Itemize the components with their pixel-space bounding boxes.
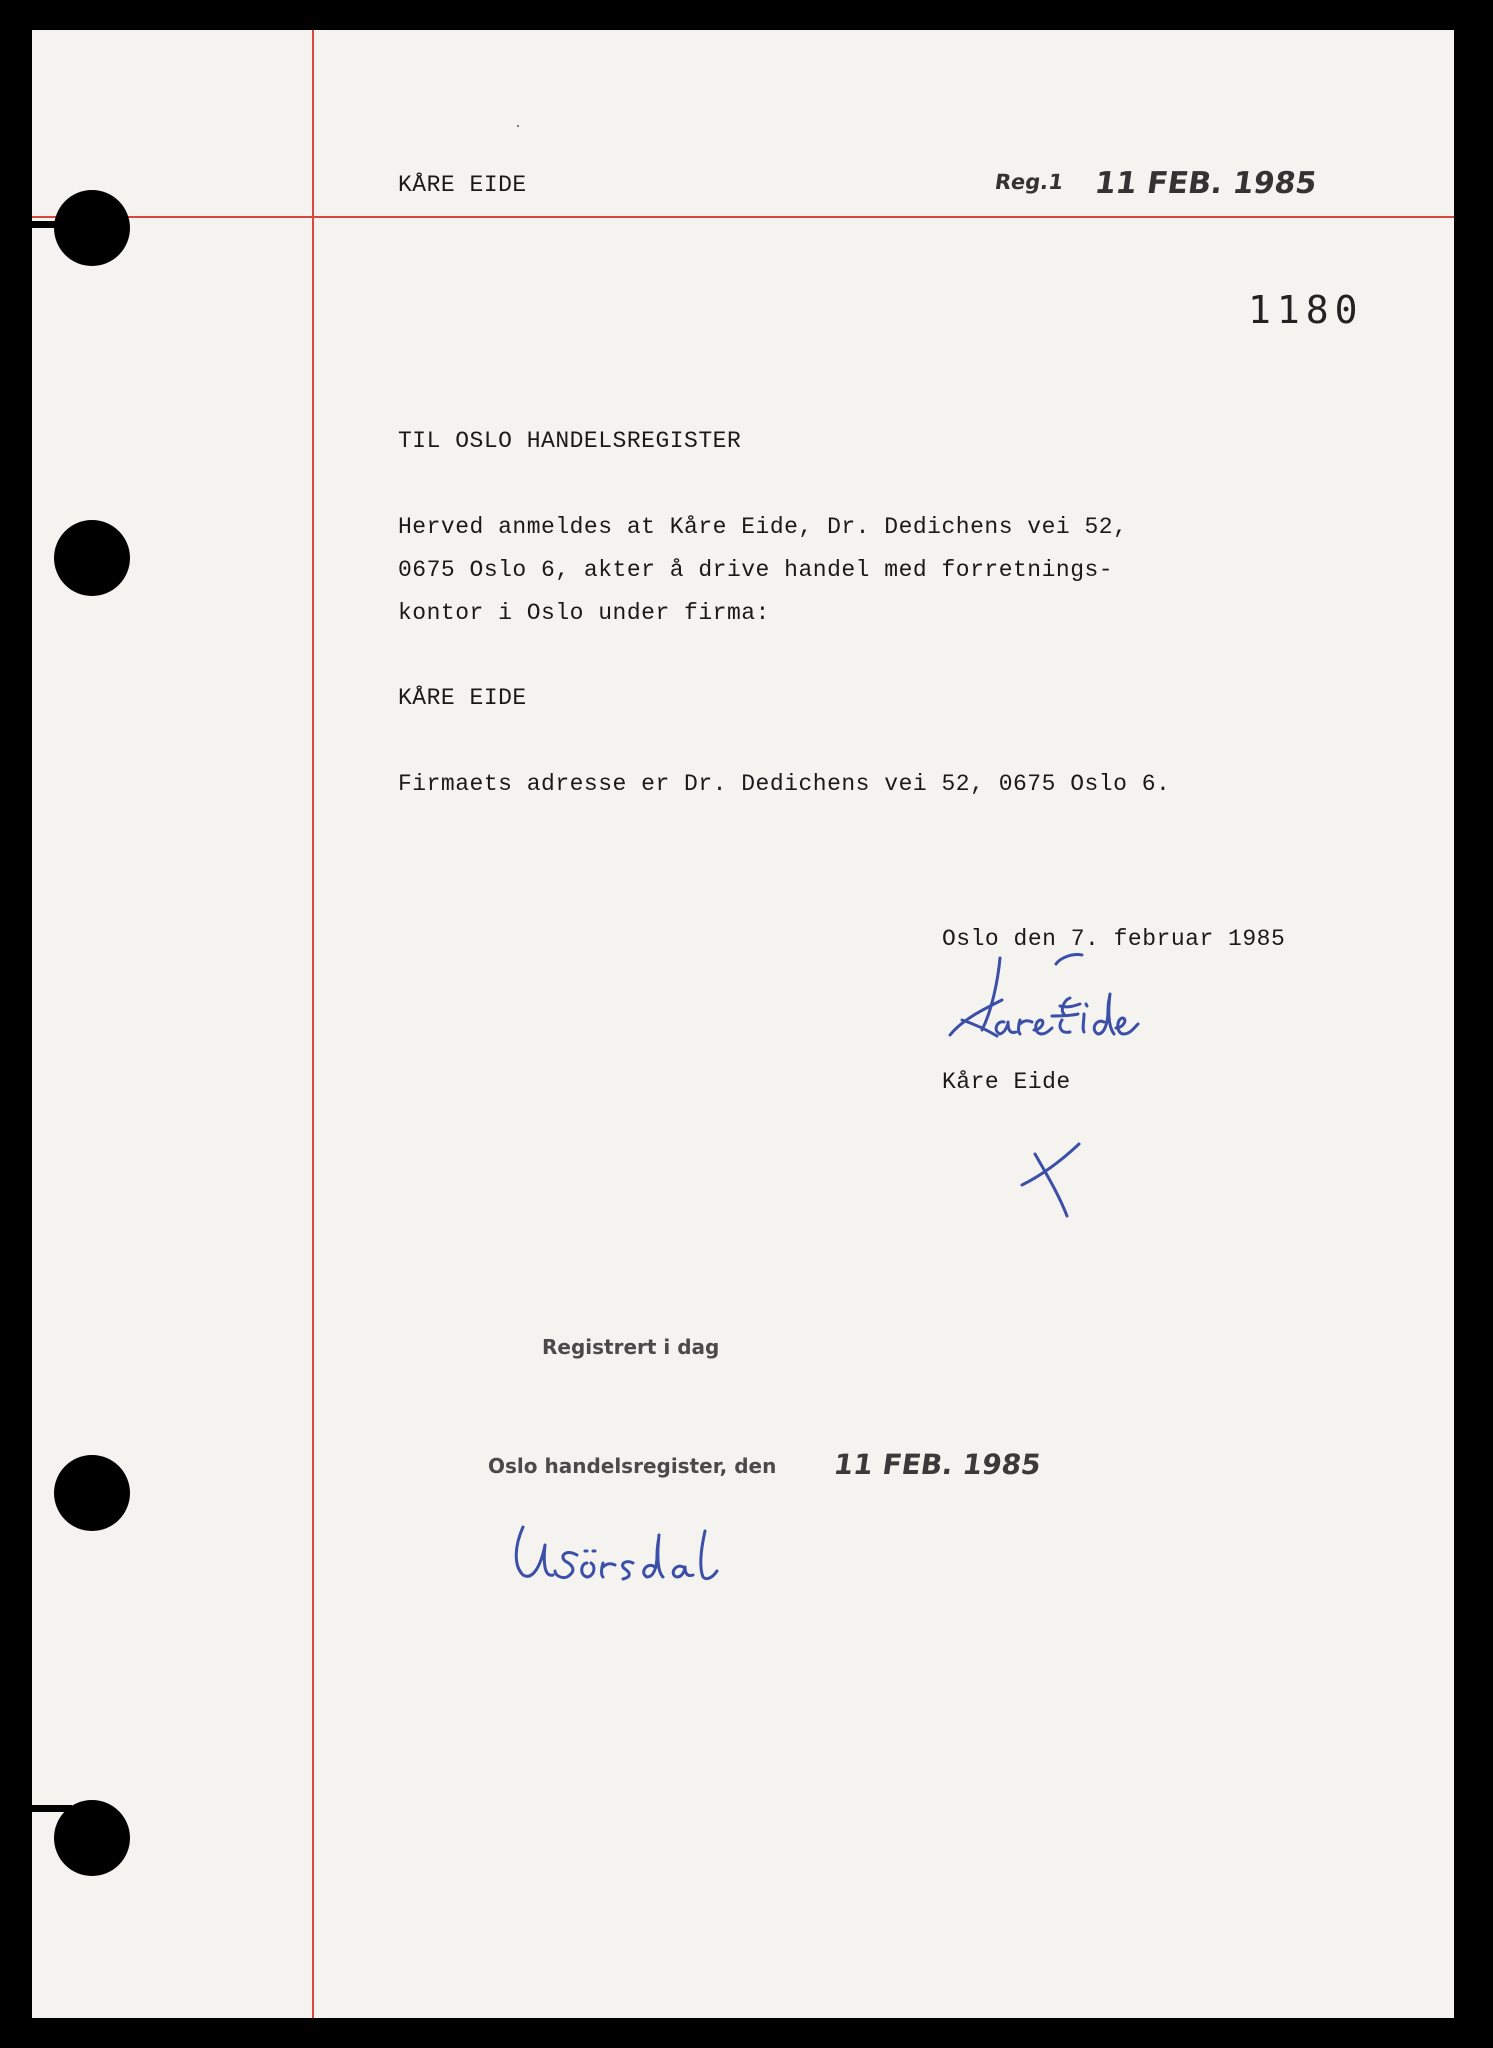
register-date-stamp: 11 FEB. 1985: [831, 1448, 1043, 1481]
address-line: Firmaets adresse er Dr. Dedichens vei 52, 0675 Oslo 6.: [398, 771, 1171, 797]
reg-stamp-label: Reg.1: [993, 170, 1065, 194]
sender-name: KÅRE EIDE: [398, 172, 527, 198]
speck: [517, 125, 519, 127]
punch-hole: [54, 520, 130, 596]
reg-stamp-date: 11 FEB. 1985: [1092, 166, 1319, 201]
registered-label: Registrert i dag: [542, 1335, 720, 1359]
red-margin-vertical: [312, 30, 314, 2018]
recipient-line: TIL OSLO HANDELSREGISTER: [398, 428, 742, 454]
punch-hole: [54, 190, 130, 266]
signatory-name: Kåre Eide: [942, 1069, 1071, 1095]
body-line: 0675 Oslo 6, akter å drive handel med forretnings-: [398, 557, 1114, 583]
red-margin-horizontal: [32, 216, 1454, 218]
cross-mark: [1017, 1140, 1087, 1220]
register-label: Oslo handelsregister, den: [488, 1454, 777, 1478]
clerk-signature: [507, 1505, 827, 1595]
punch-hole: [54, 1455, 130, 1531]
body-line: Herved anmeldes at Kåre Eide, Dr. Dedichens vei 52,: [398, 514, 1128, 540]
body-line: kontor i Oslo under firma:: [398, 600, 770, 626]
firm-name: KÅRE EIDE: [398, 685, 527, 711]
place-date: Oslo den 7. februar 1985: [942, 926, 1286, 952]
document-page: [32, 30, 1454, 2018]
punch-hole: [54, 1800, 130, 1876]
reference-number: 1180: [1248, 288, 1364, 332]
